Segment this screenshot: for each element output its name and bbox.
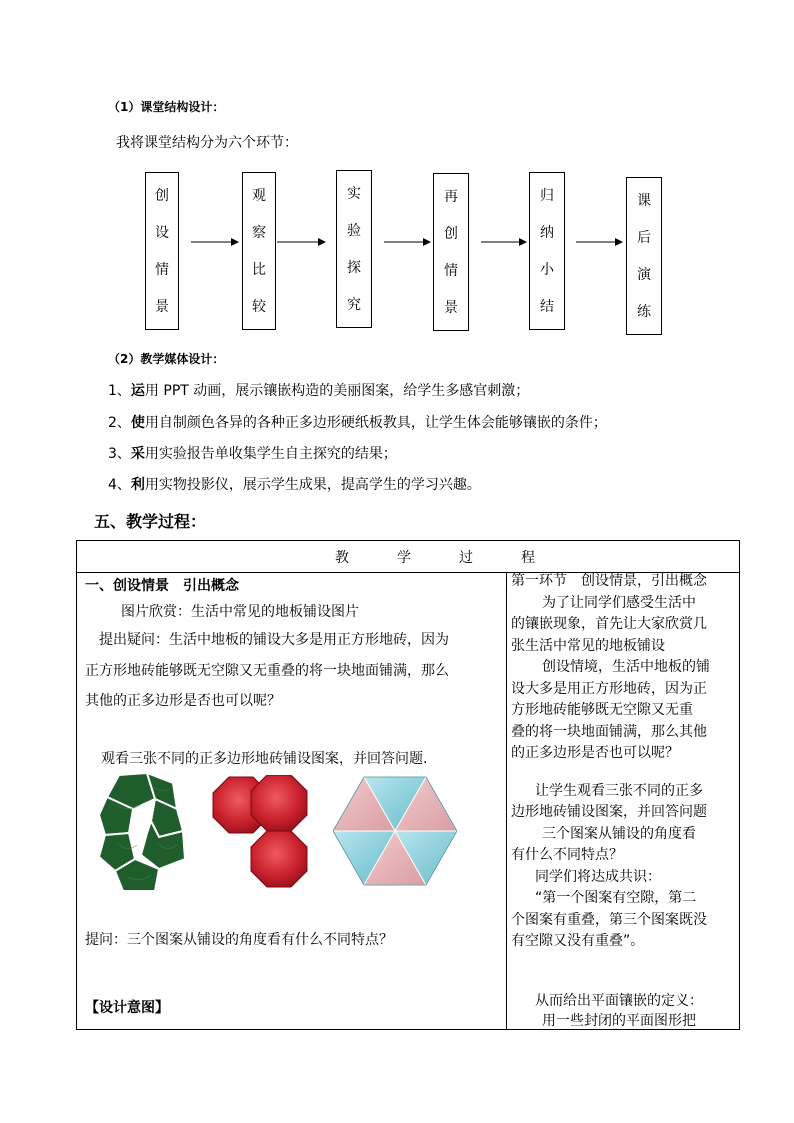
right-cell-line: 为了让同学们感受生活中 bbox=[542, 595, 696, 611]
media-item-2: 2、使用自制颜色各异的各种正多边形硬纸板教具，让学生体会能够镶嵌的条件； bbox=[108, 415, 607, 431]
octagon-tiling-image bbox=[211, 775, 311, 891]
pentagon-tiling-image bbox=[97, 773, 187, 893]
flow-arrows bbox=[0, 0, 794, 400]
header-char: 学 bbox=[397, 550, 411, 566]
left-cell-line4: 其他的正多边形是否也可以呢？ bbox=[85, 693, 281, 709]
section5-heading: 五、教学过程： bbox=[94, 512, 207, 531]
media-item-1: 1、运用 PPT 动画，展示镶嵌构造的美丽图案，给学生多感官刺激； bbox=[108, 383, 530, 399]
right-cell-line: 三个图案从铺设的角度看 bbox=[542, 826, 696, 842]
right-cell-line: 的镶嵌现象，首先让大家欣赏几 bbox=[511, 616, 707, 632]
right-cell-line: 方形地砖能够既无空隙又无重 bbox=[511, 702, 693, 718]
flow-box-1: 创 设 情 景 bbox=[145, 172, 179, 330]
column-divider bbox=[506, 572, 507, 1029]
left-cell-observe: 观看三张不同的正多边形地砖铺设图案，并回答问题. bbox=[101, 751, 428, 767]
header-char: 教 bbox=[335, 550, 349, 566]
right-cell-line: 创设情境，生活中地板的铺 bbox=[542, 659, 710, 675]
media-item-4: 4、利用实物投影仪，展示学生成果，提高学生的学习兴趣。 bbox=[108, 477, 481, 493]
section1-title: （1）课堂结构设计： bbox=[108, 100, 225, 114]
right-cell-line: 用一些封闭的平面图形把 bbox=[542, 1013, 696, 1029]
right-cell-line: 让学生观看三张不同的正多 bbox=[535, 783, 703, 799]
flow-box-3: 实 验 探 究 bbox=[336, 170, 372, 328]
right-cell-line: 叠的将一块地面铺满，那么其他 bbox=[511, 724, 707, 740]
header-char: 程 bbox=[521, 550, 535, 566]
right-cell-line: 设大多是用正方形地砖，因为正 bbox=[511, 681, 707, 697]
flow-box-5: 归 纳 小 结 bbox=[529, 172, 565, 330]
right-cell-line: 从而给出平面镶嵌的定义： bbox=[535, 993, 703, 1009]
left-cell-question: 提问：三个图案从铺设的角度看有什么不同特点？ bbox=[85, 932, 393, 948]
left-cell-design-intent: 【设计意图】 bbox=[85, 1000, 169, 1016]
left-cell-line2: 提出疑问：生活中地板的铺设大多是用正方形地砖，因为 bbox=[99, 632, 449, 648]
right-cell-line: 同学们将达成共识： bbox=[535, 869, 661, 885]
process-table bbox=[76, 540, 740, 1030]
section2-title: （2）教学媒体设计： bbox=[108, 352, 225, 366]
triangle-tiling-image bbox=[333, 775, 457, 887]
right-cell-line: 个图案有重叠，第三个图案既没 bbox=[511, 912, 707, 928]
right-cell-line: 张生活中常见的地板铺设 bbox=[511, 638, 665, 654]
left-cell-line3: 正方形地砖能够既无空隙又无重叠的将一块地面铺满，那么 bbox=[85, 663, 449, 679]
flow-box-6: 课 后 演 练 bbox=[626, 177, 662, 335]
flow-box-4: 再 创 情 景 bbox=[433, 173, 469, 331]
table-header bbox=[77, 541, 739, 573]
left-cell-line1: 图片欣赏：生活中常见的地板铺设图片 bbox=[121, 604, 359, 620]
media-item-3: 3、采用实验报告单收集学生自主探究的结果； bbox=[108, 446, 397, 462]
right-cell-line: 边形地砖铺设图案，并回答问题 bbox=[511, 804, 707, 820]
flow-box-2: 观 察 比 较 bbox=[242, 172, 276, 330]
right-cell-line: 第一环节 创设情景，引出概念 bbox=[511, 573, 707, 589]
right-cell-line: 有空隙又没有重叠”。 bbox=[511, 933, 645, 949]
right-cell-line: 有什么不同特点？ bbox=[511, 847, 623, 863]
header-char: 过 bbox=[459, 550, 473, 566]
right-cell-line: 的正多边形是否也可以呢？ bbox=[511, 745, 679, 761]
section1-intro: 我将课堂结构分为六个环节： bbox=[116, 135, 298, 151]
right-cell-line: “第一个图案有空隙，第二 bbox=[535, 890, 697, 906]
left-cell-title: 一、创设情景 引出概念 bbox=[85, 578, 239, 594]
